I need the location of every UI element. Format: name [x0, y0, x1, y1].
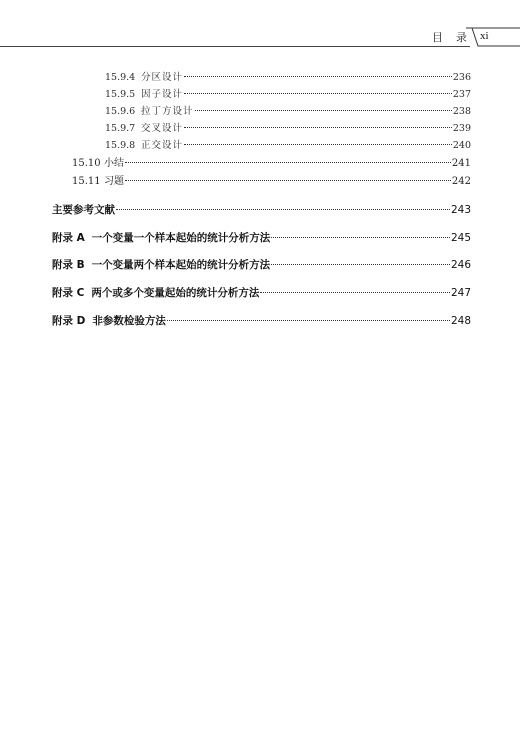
entry-title: 拉丁方设计 [141, 106, 194, 117]
toc-entry-appendix-d[interactable] [52, 313, 471, 329]
entry-number: 15.11 [72, 176, 101, 187]
entry-page: 238 [452, 106, 471, 117]
entry-number: 附录 B [52, 259, 85, 271]
entry-title: 交叉设计 [141, 123, 184, 134]
entry-title: 分区设计 [141, 72, 184, 83]
entry-number: 15.9.6 [105, 106, 136, 117]
entry-title: 正交设计 [141, 140, 184, 151]
toc-entry-15-11[interactable] [72, 174, 471, 190]
dot-leader [184, 144, 452, 145]
entry-page: 242 [451, 176, 471, 187]
entry-page: 248 [450, 315, 471, 327]
header-title: 目录 [432, 31, 480, 44]
entry-title: 主要参考文献 [52, 204, 115, 216]
entry-page: 239 [452, 123, 471, 134]
dot-leader [125, 162, 451, 163]
entry-page: 240 [452, 140, 471, 151]
toc-entry-15-9-6[interactable] [105, 104, 471, 120]
toc-entry-15-9-8[interactable] [105, 138, 471, 154]
entry-page: 241 [451, 158, 471, 169]
entry-number: 15.9.7 [105, 123, 136, 134]
entry-page: 236 [452, 72, 471, 83]
entry-page: 237 [452, 89, 471, 100]
dot-leader [195, 110, 452, 111]
toc-entry-appendix-b[interactable] [52, 257, 471, 273]
dot-leader [125, 180, 451, 181]
dot-leader [184, 93, 452, 94]
page-number: xi [480, 30, 489, 42]
entry-title: 一个变量一个样本起始的统计分析方法 [91, 232, 271, 244]
toc-entry-15-9-4[interactable] [105, 70, 471, 86]
header-rule [0, 46, 470, 47]
running-header [0, 0, 520, 50]
toc-entry-15-9-7[interactable] [105, 121, 471, 137]
entry-number: 15.9.5 [105, 89, 136, 100]
entry-title: 习题 [104, 176, 124, 187]
page-number-tab [466, 27, 520, 47]
toc-entry-appendix-a[interactable] [52, 230, 471, 246]
toc-entry-appendix-c[interactable] [52, 285, 471, 301]
dot-leader [271, 264, 450, 265]
entry-title: 因子设计 [141, 89, 184, 100]
dot-leader [116, 209, 450, 210]
entry-number: 附录 A [52, 232, 85, 244]
entry-page: 245 [450, 232, 471, 244]
toc-entry-references[interactable] [52, 202, 471, 218]
entry-title: 两个或多个变量起始的统计分析方法 [91, 287, 260, 299]
entry-number: 15.9.8 [105, 140, 136, 151]
entry-number: 附录 D [52, 315, 86, 327]
entry-number: 15.10 [72, 158, 101, 169]
entry-title: 小结 [104, 158, 124, 169]
dot-leader [260, 292, 450, 293]
entry-page: 247 [450, 287, 471, 299]
dot-leader [184, 127, 452, 128]
entry-page: 243 [450, 204, 471, 216]
dot-leader [271, 237, 450, 238]
entry-page: 246 [450, 259, 471, 271]
entry-number: 15.9.4 [105, 72, 136, 83]
toc-entry-15-10[interactable] [72, 156, 471, 172]
entry-title: 非参数检验方法 [92, 315, 166, 327]
entry-title: 一个变量两个样本起始的统计分析方法 [91, 259, 271, 271]
dot-leader [184, 76, 452, 77]
entry-number: 附录 C [52, 287, 85, 299]
page-tab-shape [466, 27, 520, 47]
dot-leader [167, 320, 450, 321]
toc-entry-15-9-5[interactable] [105, 87, 471, 103]
